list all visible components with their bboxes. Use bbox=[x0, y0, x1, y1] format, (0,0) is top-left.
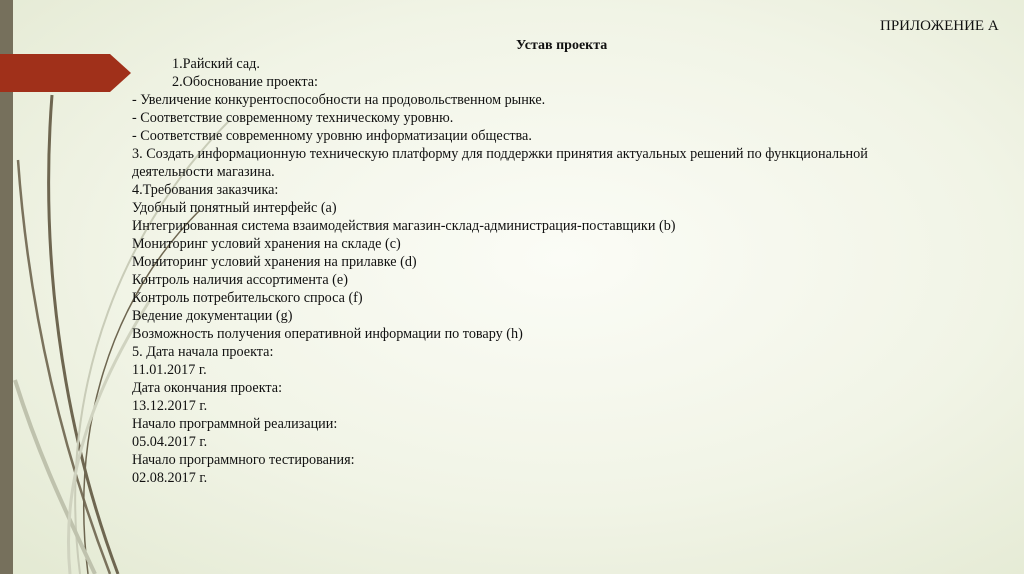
date-label: Начало программного тестирования: bbox=[132, 452, 355, 468]
date-label: Дата окончания проекта: bbox=[132, 380, 283, 396]
requirement-item: Удобный понятный интерфейс (a) bbox=[132, 200, 337, 216]
requirement-item: Контроль потребительского спроса (f) bbox=[132, 290, 363, 306]
section-justification: 2.Обоснование проекта: bbox=[172, 74, 318, 90]
requirement-item: Контроль наличия ассортимента (e) bbox=[132, 272, 348, 288]
date-value: 05.04.2017 г. bbox=[132, 434, 208, 450]
requirement-item: Возможность получения оперативной информации по товару (h) bbox=[132, 326, 523, 342]
section-requirements: 4.Требования заказчика: bbox=[132, 182, 279, 198]
section-goal: 3. Создать информационную техническую платформу для поддержки принятия актуальных решений по функциональной деятельности магазина. bbox=[132, 146, 868, 180]
requirement-item: Интегрированная система взаимодействия магазин-склад-администрация-поставщики (b) bbox=[132, 218, 676, 234]
project-name: 1.Райский сад. bbox=[172, 56, 260, 72]
text-line: - Соответствие современному техническому уровню. bbox=[132, 110, 454, 126]
red-arrow-shape bbox=[0, 54, 131, 92]
date-label: 5. Дата начала проекта: bbox=[132, 344, 274, 360]
date-value: 13.12.2017 г. bbox=[132, 398, 208, 414]
requirement-item: Мониторинг условий хранения на складе (c) bbox=[132, 236, 401, 252]
appendix-label: ПРИЛОЖЕНИЕ А bbox=[880, 18, 999, 34]
date-label: Начало программной реализации: bbox=[132, 416, 338, 432]
requirement-item: Ведение документации (g) bbox=[132, 308, 293, 324]
date-value: 02.08.2017 г. bbox=[132, 470, 208, 486]
document-body bbox=[132, 55, 932, 487]
document-title: Устав проекта bbox=[516, 38, 608, 53]
text-line: - Соответствие современному уровню информатизации общества. bbox=[132, 128, 532, 144]
text-line: - Увеличение конкурентоспособности на продовольственном рынке. bbox=[132, 92, 546, 108]
date-value: 11.01.2017 г. bbox=[132, 362, 207, 378]
requirement-item: Мониторинг условий хранения на прилавке (d) bbox=[132, 254, 417, 270]
